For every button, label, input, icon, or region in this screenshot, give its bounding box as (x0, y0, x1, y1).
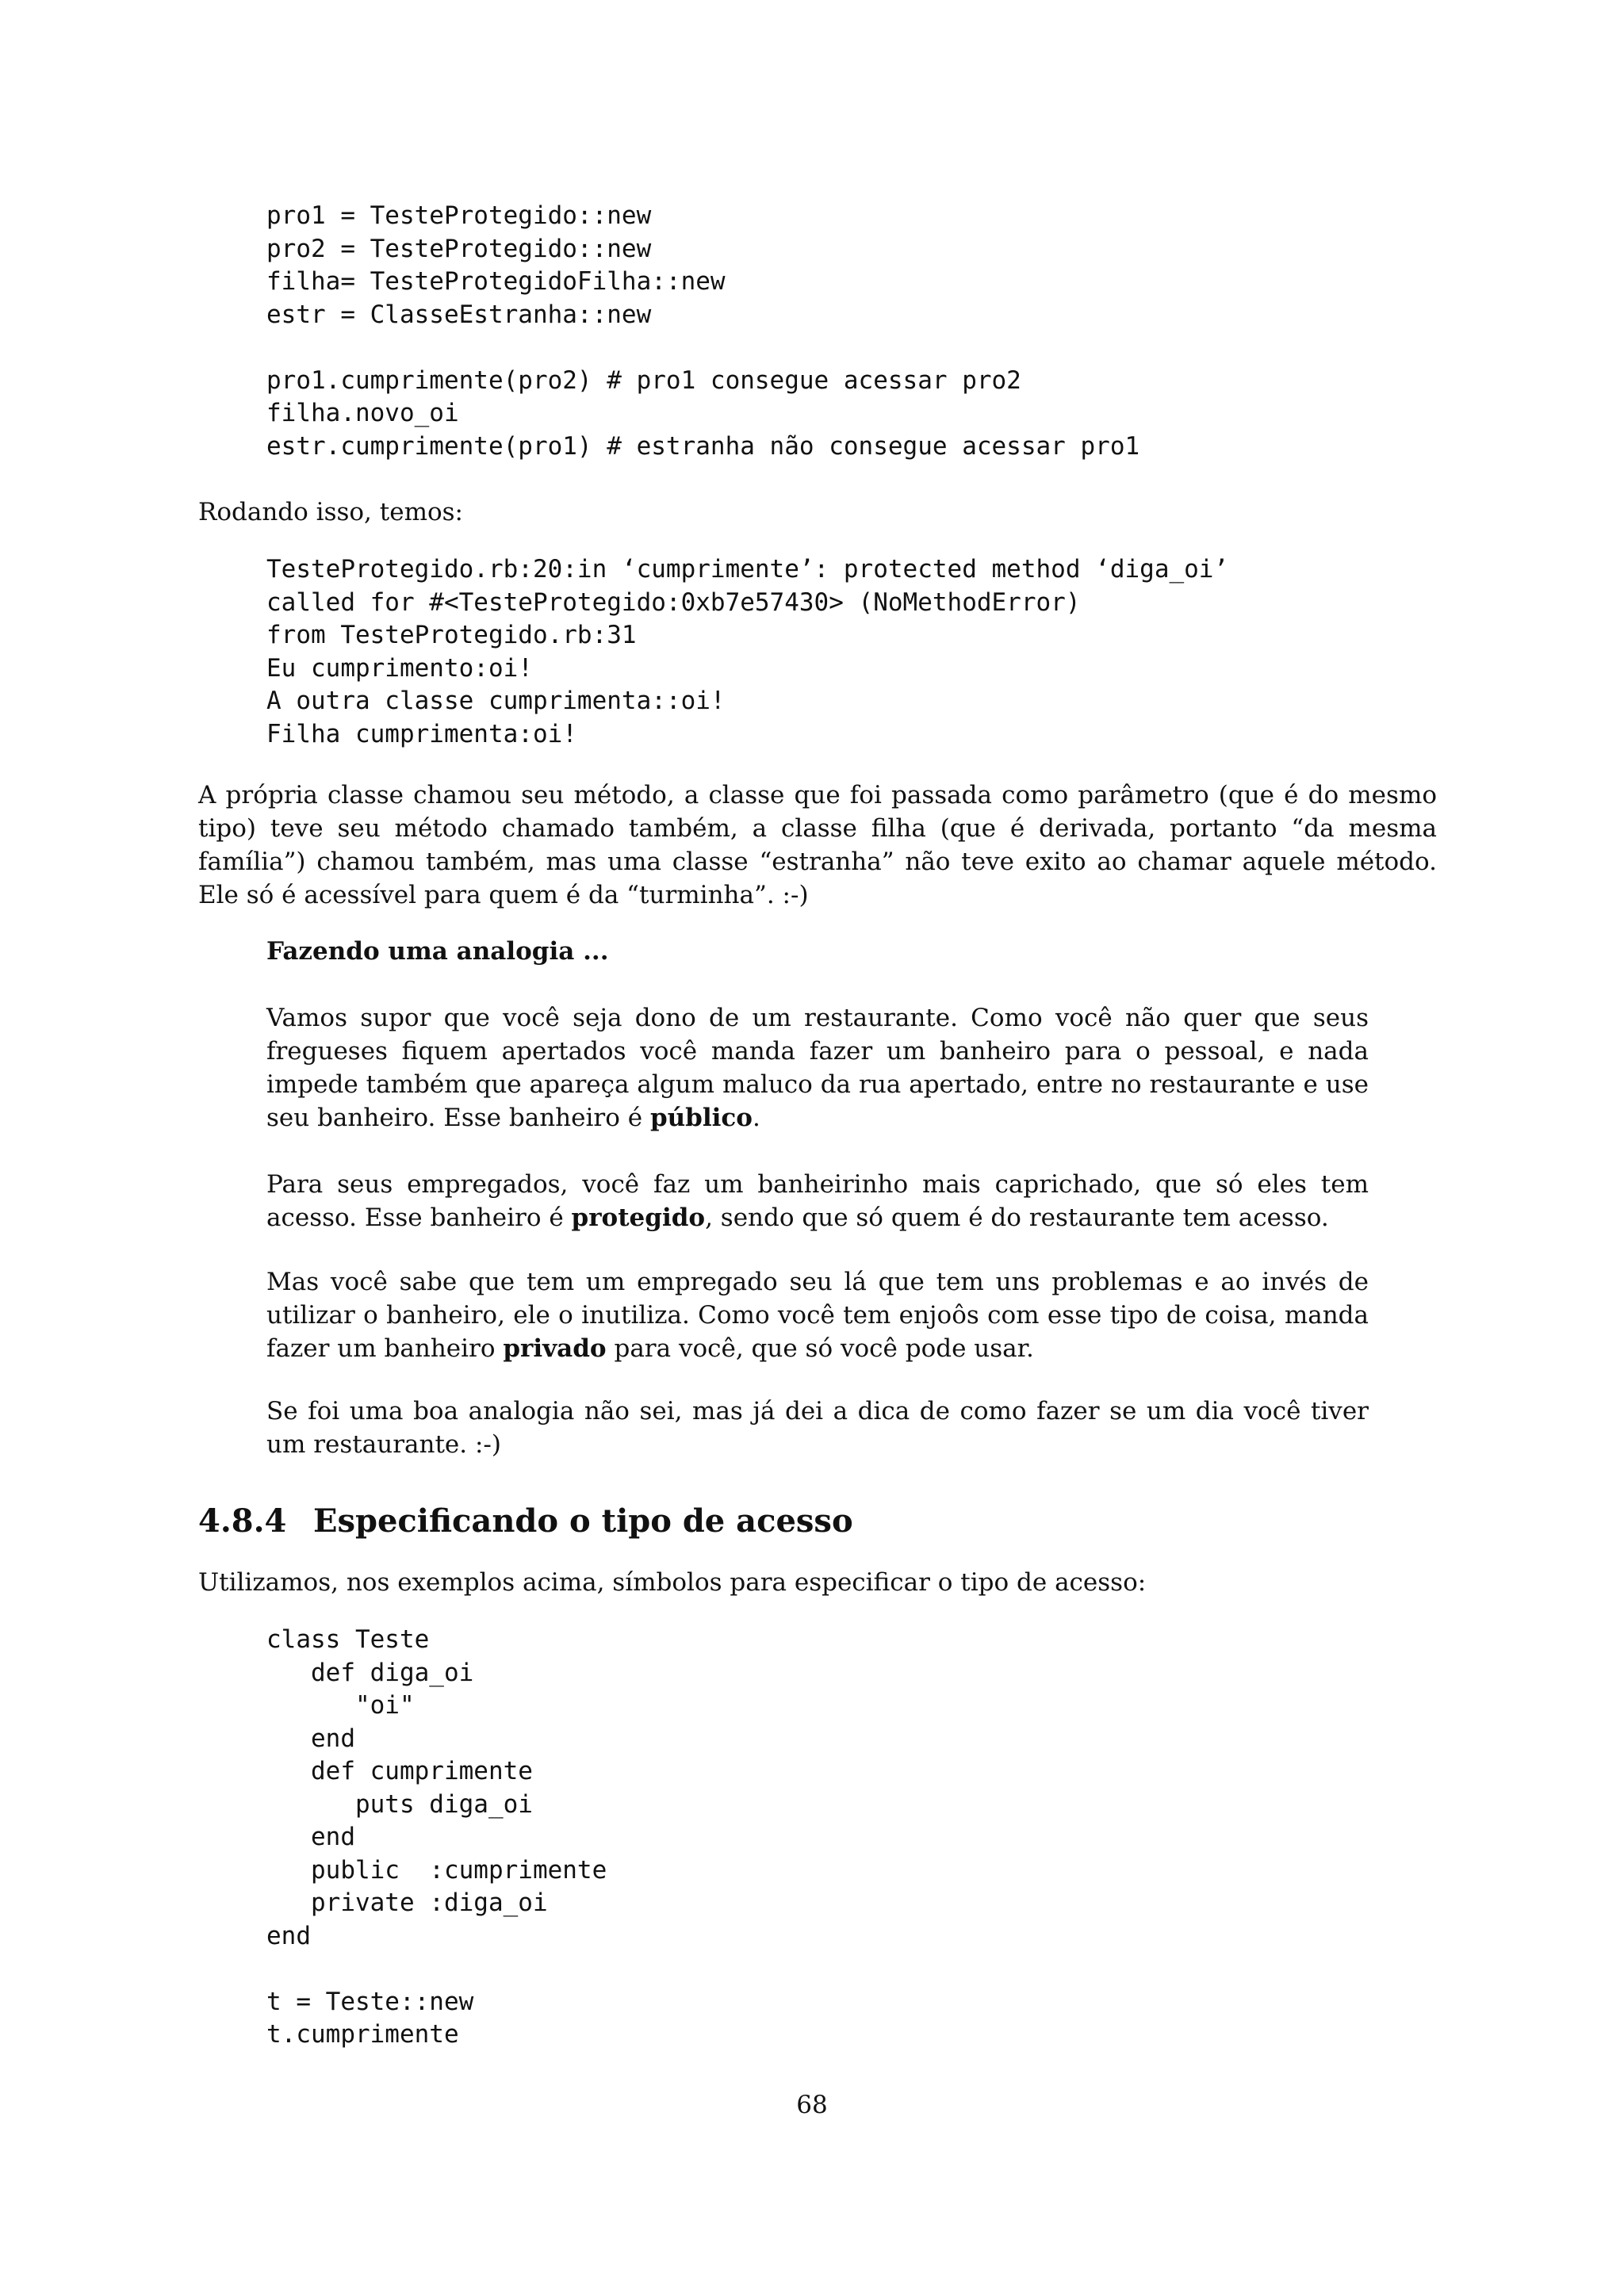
analogy-emphasis: privado (503, 1334, 607, 1363)
analogy-paragraph-1 (266, 1001, 1369, 1135)
code-line: end (266, 1823, 355, 1851)
page-number: 68 (796, 2091, 828, 2119)
analogy-emphasis: público (649, 1104, 753, 1132)
analogy-text: Vamos supor que você seja dono de um restaurante. Como você não quer que seus fregueses fiquem apertados você manda fazer um banheiro para o pessoal, e nada impede também que apareça algum maluco da rua apertado, entre no restaurante e use seu banheiro. Esse banheiro é (266, 1004, 1369, 1132)
code-line: end (266, 1724, 355, 1753)
analogy-emphasis: protegido (571, 1203, 706, 1232)
section-intro: Utilizamos, nos exemplos acima, símbolos para especificar o tipo de acesso: (198, 1568, 1147, 1597)
code-line: pro1.cumprimente(pro2) # pro1 consegue acessar pro2 (266, 365, 1021, 395)
code-line: def diga_oi (266, 1658, 474, 1687)
code-line: t = Teste::new (266, 1987, 474, 2016)
code-line: filha.novo_oi (266, 399, 459, 427)
code-line: estr.cumprimente(pro1) # estranha não consegue acessar pro1 (266, 431, 1140, 461)
output-line: TesteProtegido.rb:20:in ‘cumprimente’: protected method ‘diga_oi’ (266, 555, 1229, 584)
code-line (266, 1953, 607, 1986)
section-number: 4.8.4 (198, 1502, 287, 1540)
code-line: pro2 = TesteProtegido::new (266, 234, 652, 263)
output-line: from TesteProtegido.rb:31 (266, 621, 637, 649)
code-line: class Teste (266, 1625, 430, 1654)
code-line (266, 331, 1139, 365)
analogy-text: Para seus empregados, você faz um banheirinho mais caprichado, que só eles tem acesso. Esse banheiro é (266, 1170, 1369, 1232)
analogy-paragraph-3 (266, 1265, 1369, 1365)
code-line: puts diga_oi (266, 1789, 533, 1819)
analogy-text: . (752, 1104, 760, 1132)
output-line: Filha cumprimenta:oi! (266, 719, 577, 748)
code-line: public :cumprimente (266, 1855, 607, 1885)
analogy-paragraph-2 (266, 1168, 1369, 1234)
output-line: Eu cumprimento:oi! (266, 653, 533, 683)
analogy-text: para você, que só você pode usar. (606, 1334, 1034, 1363)
analogy-text: Mas você sabe que tem um empregado seu lá que tem uns problemas e ao invés de utilizar o banheiro, ele o inutiliza. Como você tem enjoôs com esse tipo de coisa, manda fazer um banheiro (266, 1268, 1369, 1363)
code-line: t.cumprimente (266, 2020, 459, 2049)
code-line: filha= TesteProtegidoFilha::new (266, 267, 726, 296)
output-line: called for #<TesteProtegido:0xb7e57430> (NoMethodError) (266, 587, 1081, 617)
analogy-title: Fazendo uma analogia ... (266, 937, 609, 966)
code-line: def cumprimente (266, 1757, 533, 1785)
explanation-paragraph: A própria classe chamou seu método, a classe que foi passada como parâmetro (que é do mesmo tipo) teve seu método chamado também, a classe filha (que é derivada, portanto “da mesma família”) chamou também, mas uma classe “estranha” não teve exito ao chamar aquele método. Ele só é acessível para quem é da “turminha”. :-) (198, 781, 1437, 909)
code-line: end (266, 1921, 311, 1950)
code-block-class-teste (266, 1624, 607, 2052)
code-line: estr = ClasseEstranha::new (266, 300, 652, 329)
analogy-text: , sendo que só quem é do restaurante tem acesso. (705, 1203, 1329, 1232)
output-line: A outra classe cumprimenta::oi! (266, 687, 726, 715)
running-intro: Rodando isso, temos: (198, 498, 463, 526)
code-line: pro1 = TesteProtegido::new (266, 201, 652, 230)
code-line: private :diga_oi (266, 1888, 548, 1917)
analogy-paragraph-4: Se foi uma boa analogia não sei, mas já dei a dica de como fazer se um dia você tiver um restaurante. :-) (266, 1397, 1369, 1459)
code-block-output (266, 553, 1228, 751)
section-heading (198, 1502, 853, 1540)
section-title: Especificando o tipo de acesso (313, 1502, 853, 1540)
code-line: "oi" (266, 1691, 415, 1720)
code-block-instances (266, 200, 1139, 463)
